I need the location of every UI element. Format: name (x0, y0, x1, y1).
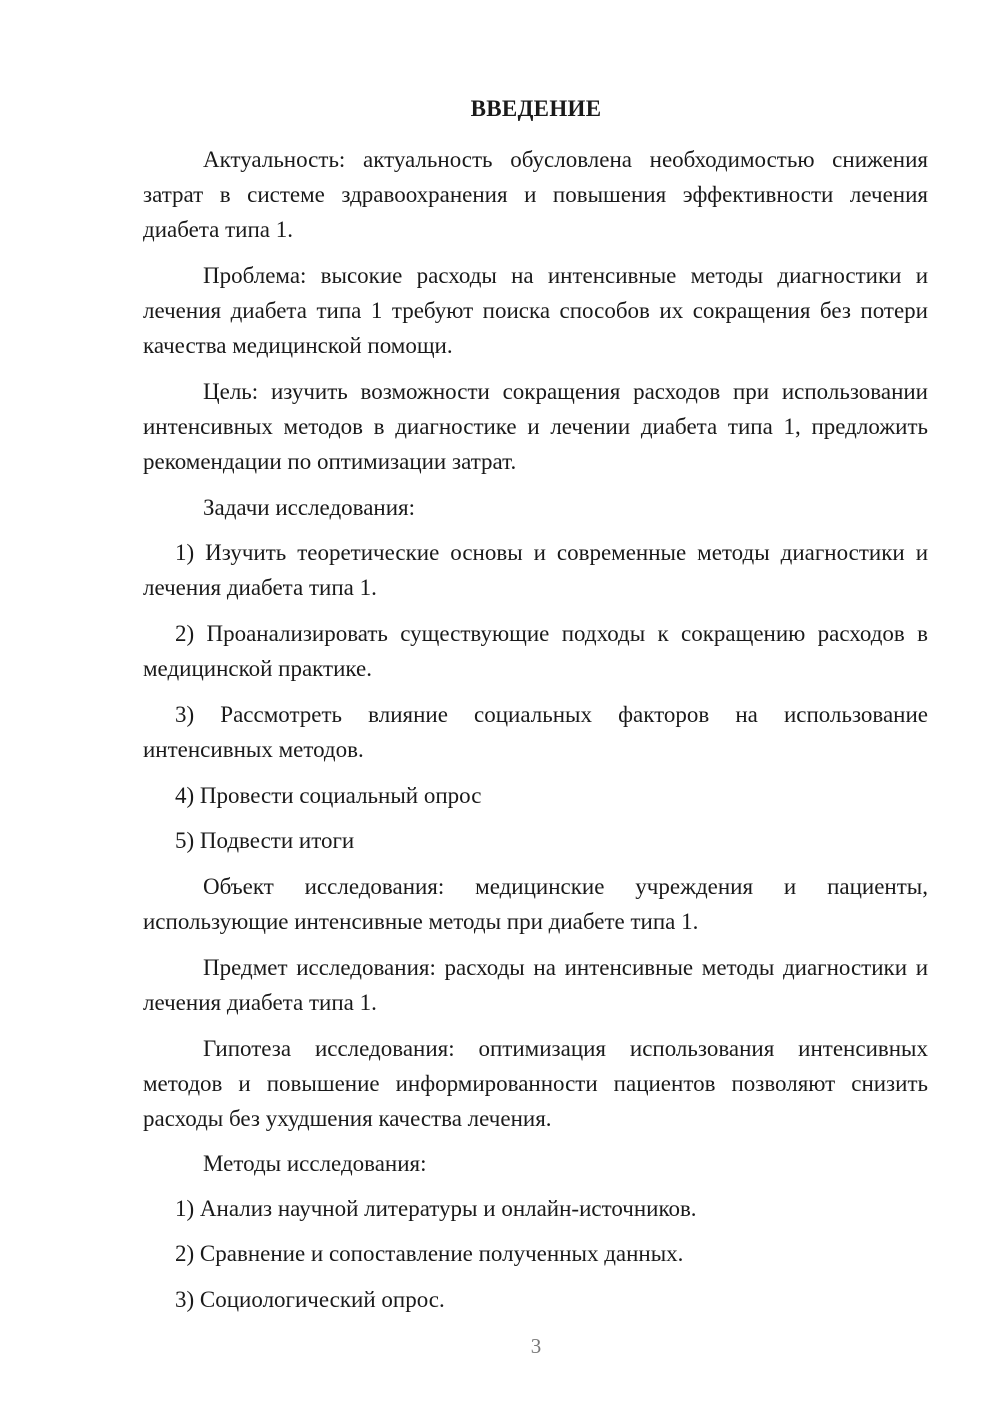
paragraph-hypothesis: Гипотеза исследования: оптимизация использования интенсивных методов и повышение информированности пациентов позволяют снизить расходы без ухудшения качества лечения. (143, 1036, 928, 1131)
task-item-4: 4) Провести социальный опрос (175, 783, 482, 808)
method-item-3: 3) Социологический опрос. (175, 1287, 445, 1312)
task-item-2: 2) Проанализировать существующие подходы к сокращению расходов в медицинской практике. (143, 621, 928, 681)
paragraph-goal: Цель: изучить возможности сокращения расходов при использовании интенсивных методов в диагностике и лечении диабета типа 1, предложить рекомендации по оптимизации затрат. (143, 379, 928, 474)
paragraph-problem: Проблема: высокие расходы на интенсивные методы диагностики и лечения диабета типа 1 требуют поиска способов их сокращения без потери качества медицинской помощи. (143, 263, 928, 358)
paragraph-relevance: Актуальность: актуальность обусловлена необходимостью снижения затрат в системе здравоохранения и повышения эффективности лечения диабета типа 1. (143, 147, 928, 242)
task-item-3: 3) Рассмотреть влияние социальных факторов на использование интенсивных методов. (143, 702, 928, 762)
paragraph-subject: Предмет исследования: расходы на интенсивные методы диагностики и лечения диабета типа 1. (143, 955, 928, 1015)
method-item-1: 1) Анализ научной литературы и онлайн-источников. (175, 1196, 697, 1221)
page-title: ВВЕДЕНИЕ (470, 96, 602, 121)
paragraph-object: Объект исследования: медицинские учреждения и пациенты, использующие интенсивные методы при диабете типа 1. (143, 874, 928, 934)
task-item-1: 1) Изучить теоретические основы и современные методы диагностики и лечения диабета типа 1. (143, 540, 928, 600)
page-number: 3 (530, 1334, 542, 1358)
task-item-5: 5) Подвести итоги (175, 828, 355, 853)
methods-heading: Методы исследования: (203, 1151, 427, 1176)
tasks-heading: Задачи исследования: (203, 495, 416, 520)
method-item-2: 2) Сравнение и сопоставление полученных данных. (175, 1241, 684, 1266)
